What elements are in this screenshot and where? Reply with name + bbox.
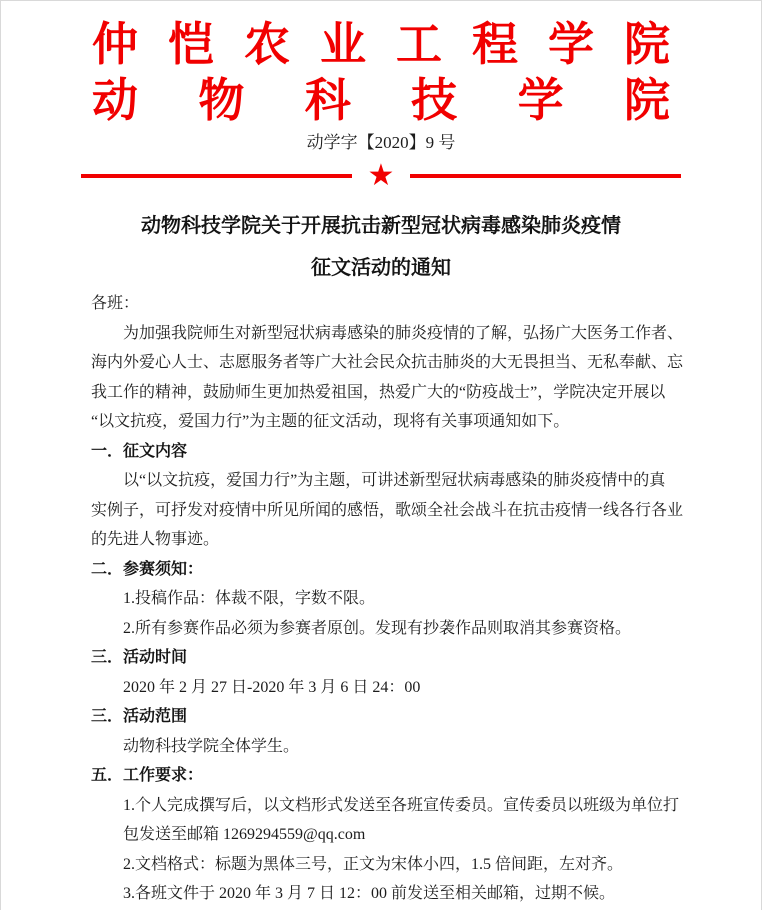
notice-title-line-2: 征文活动的通知 <box>311 257 451 279</box>
notice-body <box>91 289 731 909</box>
intro-line-2: 海内外爱心人士、志愿服务者等广大社会民众抗击肺炎的大无畏担当、无私奉献、忘 <box>91 354 684 371</box>
star-icon: ★ <box>367 158 395 193</box>
section-4-content: 动物科技学院全体学生。 <box>123 737 300 755</box>
section-5-item-1-line-1: 1.个人完成撰写后，以文档形式发送至各班宣传委员。宣传委员以班级为单位打 <box>123 796 680 814</box>
org-name-line-2: 动 物 科 技 学 院 <box>92 74 670 126</box>
notice-title-line-1: 动物科技学院关于开展抗击新型冠状病毒感染肺炎疫情 <box>141 215 621 237</box>
section-3-content: 2020 年 2 月 27 日-2020 年 3 月 6 日 24：00 <box>123 678 421 696</box>
red-separator <box>81 158 681 193</box>
section-1-line-1: 以“以文抗疫，爱国力行”为主题，可讲述新型冠状病毒感染的肺炎疫情中的真 <box>123 472 666 489</box>
section-1-heading: 一．征文内容 <box>91 442 188 460</box>
section-5-heading: 五．工作要求： <box>91 767 204 784</box>
separator-line-left <box>81 174 352 178</box>
letterhead <box>92 16 670 128</box>
section-3-heading: 三．活动时间 <box>91 649 188 666</box>
section-1-line-2: 实例子，可抒发对疫情中所见所闻的感悟，歌颂全社会战斗在抗击疫情一线各行各业 <box>91 501 684 519</box>
intro-line-3: 我工作的精神，鼓励师生更加热爱祖国，热爱广大的“防疫战士”，学院决定开展以 <box>91 383 666 401</box>
section-5-item-3: 3.各班文件于 2020 年 3 月 7 日 12：00 前发送至相关邮箱，过期不候。 <box>123 885 616 902</box>
intro-line-4: “以文抗疫，爱国力行”为主题的征文活动，现将有关事项通知如下。 <box>91 413 570 430</box>
separator-line-right <box>410 174 681 178</box>
org-name-line-1: 仲 恺 农 业 工 程 学 院 <box>92 18 670 70</box>
doc-number: 动学字【2020】9 号 <box>306 133 456 152</box>
section-5-item-2: 2.文档格式：标题为黑体三号，正文为宋体小四，1.5 倍间距，左对齐。 <box>123 855 624 873</box>
section-2-item-2: 2.所有参赛作品必须为参赛者原创。发现有抄袭作品则取消其参赛资格。 <box>123 619 632 637</box>
section-2-heading: 二．参赛须知： <box>91 560 204 578</box>
section-1-line-3: 的先进人物事迹。 <box>91 531 220 548</box>
notice-title <box>1 205 761 289</box>
section-4-heading: 三．活动范围 <box>91 708 188 725</box>
salutation: 各班： <box>91 295 140 312</box>
section-5-item-1-line-2: 包发送至邮箱 1269294559@qq.com <box>123 826 366 843</box>
section-2-item-1: 1.投稿作品：体裁不限，字数不限。 <box>123 590 376 607</box>
intro-line-1: 为加强我院师生对新型冠状病毒感染的肺炎疫情的了解，弘扬广大医务工作者、 <box>123 324 684 342</box>
